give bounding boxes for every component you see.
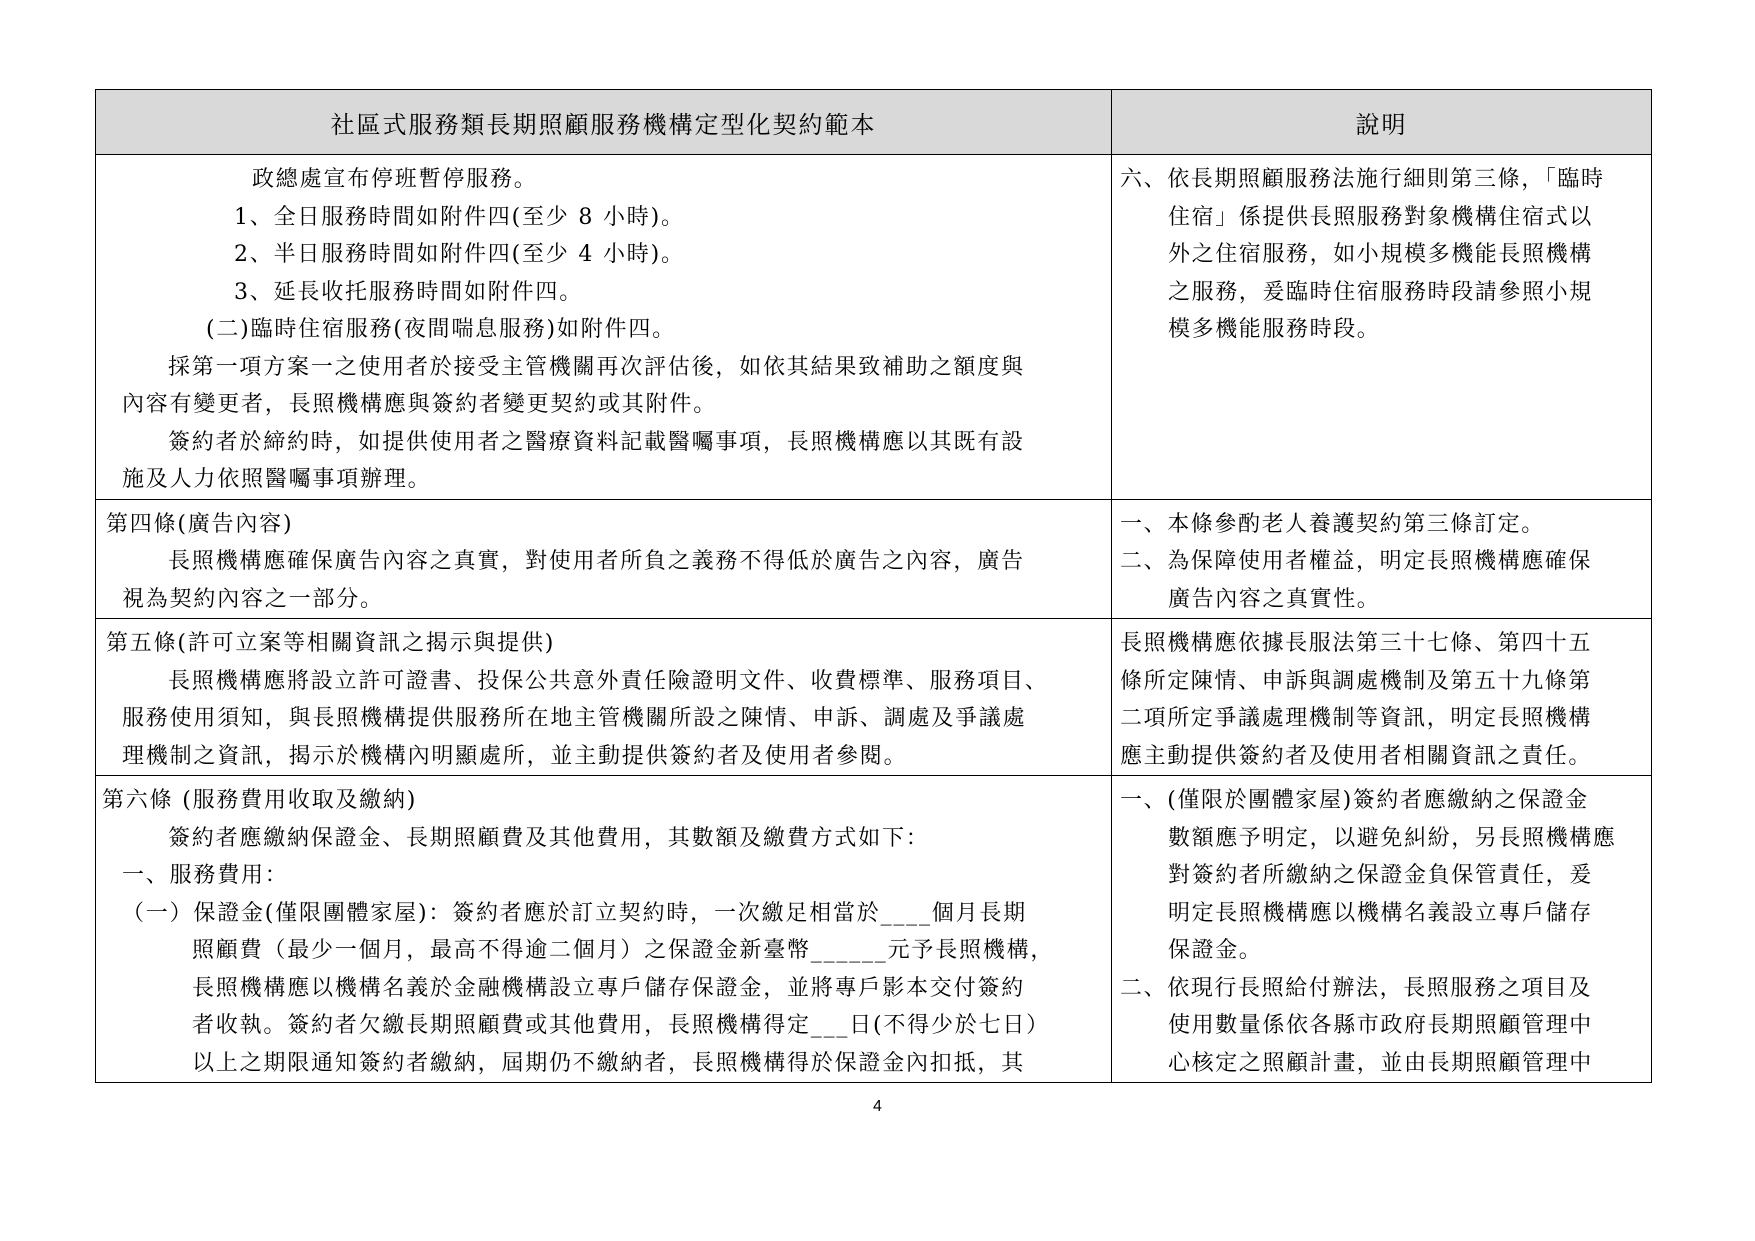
explanation-cell (1112, 155, 1652, 500)
text-line: 長照機構應將設立許可證書、投保公共意外責任險證明文件、收費標準、服務項目、 (168, 668, 1049, 694)
table-header-row (96, 90, 1652, 155)
text-line: 長照機構應確保廣告內容之真實，對使用者所負之義務不得低於廣告之內容，廣告 (168, 549, 1025, 574)
text-line: 六、依長期照顧服務法施行細則第三條，「臨時 (1120, 167, 1605, 192)
article-heading: 第五條(許可立案等相關資訊之揭示與提供) (106, 631, 556, 656)
text-line: 對簽約者所繳納之保證金負保管責任，爰 (1168, 863, 1593, 888)
text-line: 明定長照機構應以機構名義設立專戶儲存 (1168, 900, 1593, 926)
text-line: 一、服務費用： (122, 863, 289, 888)
text-line: 二項所定爭議處理機制等資訊，明定長照機構 (1120, 706, 1593, 731)
text-line: 服務使用須知，與長照機構提供服務所在地主管機關所設之陳情、申訴、調處及爭議處 (122, 706, 1027, 731)
text-line: 以上之期限通知簽約者繳納，屆期仍不繳納者，長照機構得於保證金內扣抵，其 (192, 1050, 1026, 1076)
text-line: 1、全日服務時間如附件四(至少 8 小時)。 (234, 204, 685, 230)
text-line: 廣告內容之真實性。 (1168, 586, 1381, 612)
text-line: 照顧費（最少一個月，最高不得逾二個月）之保證金新臺幣______元予長照機構， (192, 938, 1055, 963)
text-line: 條所定陳情、申訴與調處機制及第五十九條第 (1120, 668, 1593, 694)
text-line: 採第一項方案一之使用者於接受主管機關再次評估後，如依其結果致補助之額度與 (168, 354, 1025, 380)
text-line: (二)臨時住宿服務(夜間喘息服務)如附件四。 (206, 317, 676, 342)
contract-table (95, 89, 1652, 1083)
text-line: 二、為保障使用者權益，明定長照機構應確保 (1120, 549, 1593, 574)
text-line: 二、依現行長照給付辦法，長照服務之項目及 (1120, 975, 1593, 1001)
text-line: 一、(僅限於團體家屋)簽約者應繳納之保證金 (1120, 788, 1589, 813)
text-line: 住宿」係提供長照服務對象機構住宿式以 (1168, 204, 1593, 230)
table-row (96, 619, 1652, 776)
text-line: 一、本條參酌老人養護契約第三條訂定。 (1120, 511, 1545, 537)
header-contract-title: 社區式服務類長期照顧服務機構定型化契約範本 (96, 90, 1112, 155)
contract-text-cell (96, 155, 1112, 500)
text-line: 長照機構應依據長服法第三十七條、第四十五 (1120, 631, 1593, 656)
text-line: 3、延長收托服務時間如附件四。 (234, 279, 583, 305)
contract-text-cell (96, 776, 1112, 1083)
text-line: 使用數量係依各縣市政府長期照顧管理中 (1168, 1013, 1593, 1038)
text-line: 保證金。 (1168, 938, 1263, 963)
explanation-cell (1112, 499, 1652, 619)
table-row (96, 155, 1652, 500)
text-line: 心核定之照顧計畫，並由長期照顧管理中 (1168, 1050, 1593, 1076)
article-heading: 第四條(廣告內容) (106, 511, 294, 537)
explanation-cell (1112, 776, 1652, 1083)
text-line: 施及人力依照醫囑事項辦理。 (122, 467, 432, 492)
page-number: 4 (873, 1098, 882, 1115)
text-line: 模多機能服務時段。 (1168, 317, 1381, 342)
text-line: 外之住宿服務，如小規模多機能長照機構 (1168, 242, 1593, 267)
text-line: 長照機構應以機構名義於金融機構設立專戶儲存保證金，並將專戶影本交付簽約 (192, 975, 1026, 1001)
text-line: 簽約者應繳納保證金、長期照顧費及其他費用，其數額及繳費方式如下： (168, 825, 930, 851)
contract-text-cell (96, 619, 1112, 776)
text-line: 內容有變更者，長照機構應與簽約者變更契約或其附件。 (122, 392, 718, 417)
text-line: 簽約者於締約時，如提供使用者之醫療資料記載醫囑事項，長照機構應以其既有設 (168, 429, 1025, 455)
text-line: （一）保證金(僅限團體家屋)：簽約者應於訂立契約時，一次繳足相當於____個月長期 (122, 900, 1027, 926)
text-line: 政總處宣布停班暫停服務。 (252, 167, 538, 192)
header-explanation: 說明 (1112, 90, 1652, 155)
text-line: 者收執。簽約者欠繳長期照顧費或其他費用，長照機構得定___日(不得少於七日） (192, 1013, 1050, 1038)
article-heading: 第六條 (服務費用收取及繳納) (102, 788, 418, 813)
contract-text-cell (96, 499, 1112, 619)
text-line: 視為契約內容之一部分。 (122, 586, 384, 612)
text-line: 之服務，爰臨時住宿服務時段請參照小規 (1168, 279, 1593, 305)
table-row (96, 499, 1652, 619)
text-line: 理機制之資訊，揭示於機構內明顯處所，並主動提供簽約者及使用者參閱。 (122, 743, 908, 769)
table-row (96, 776, 1652, 1083)
explanation-cell (1112, 619, 1652, 776)
text-line: 2、半日服務時間如附件四(至少 4 小時)。 (234, 242, 685, 267)
text-line: 數額應予明定，以避免糾紛，另長照機構應 (1168, 825, 1617, 851)
text-line: 應主動提供簽約者及使用者相關資訊之責任。 (1120, 743, 1593, 769)
